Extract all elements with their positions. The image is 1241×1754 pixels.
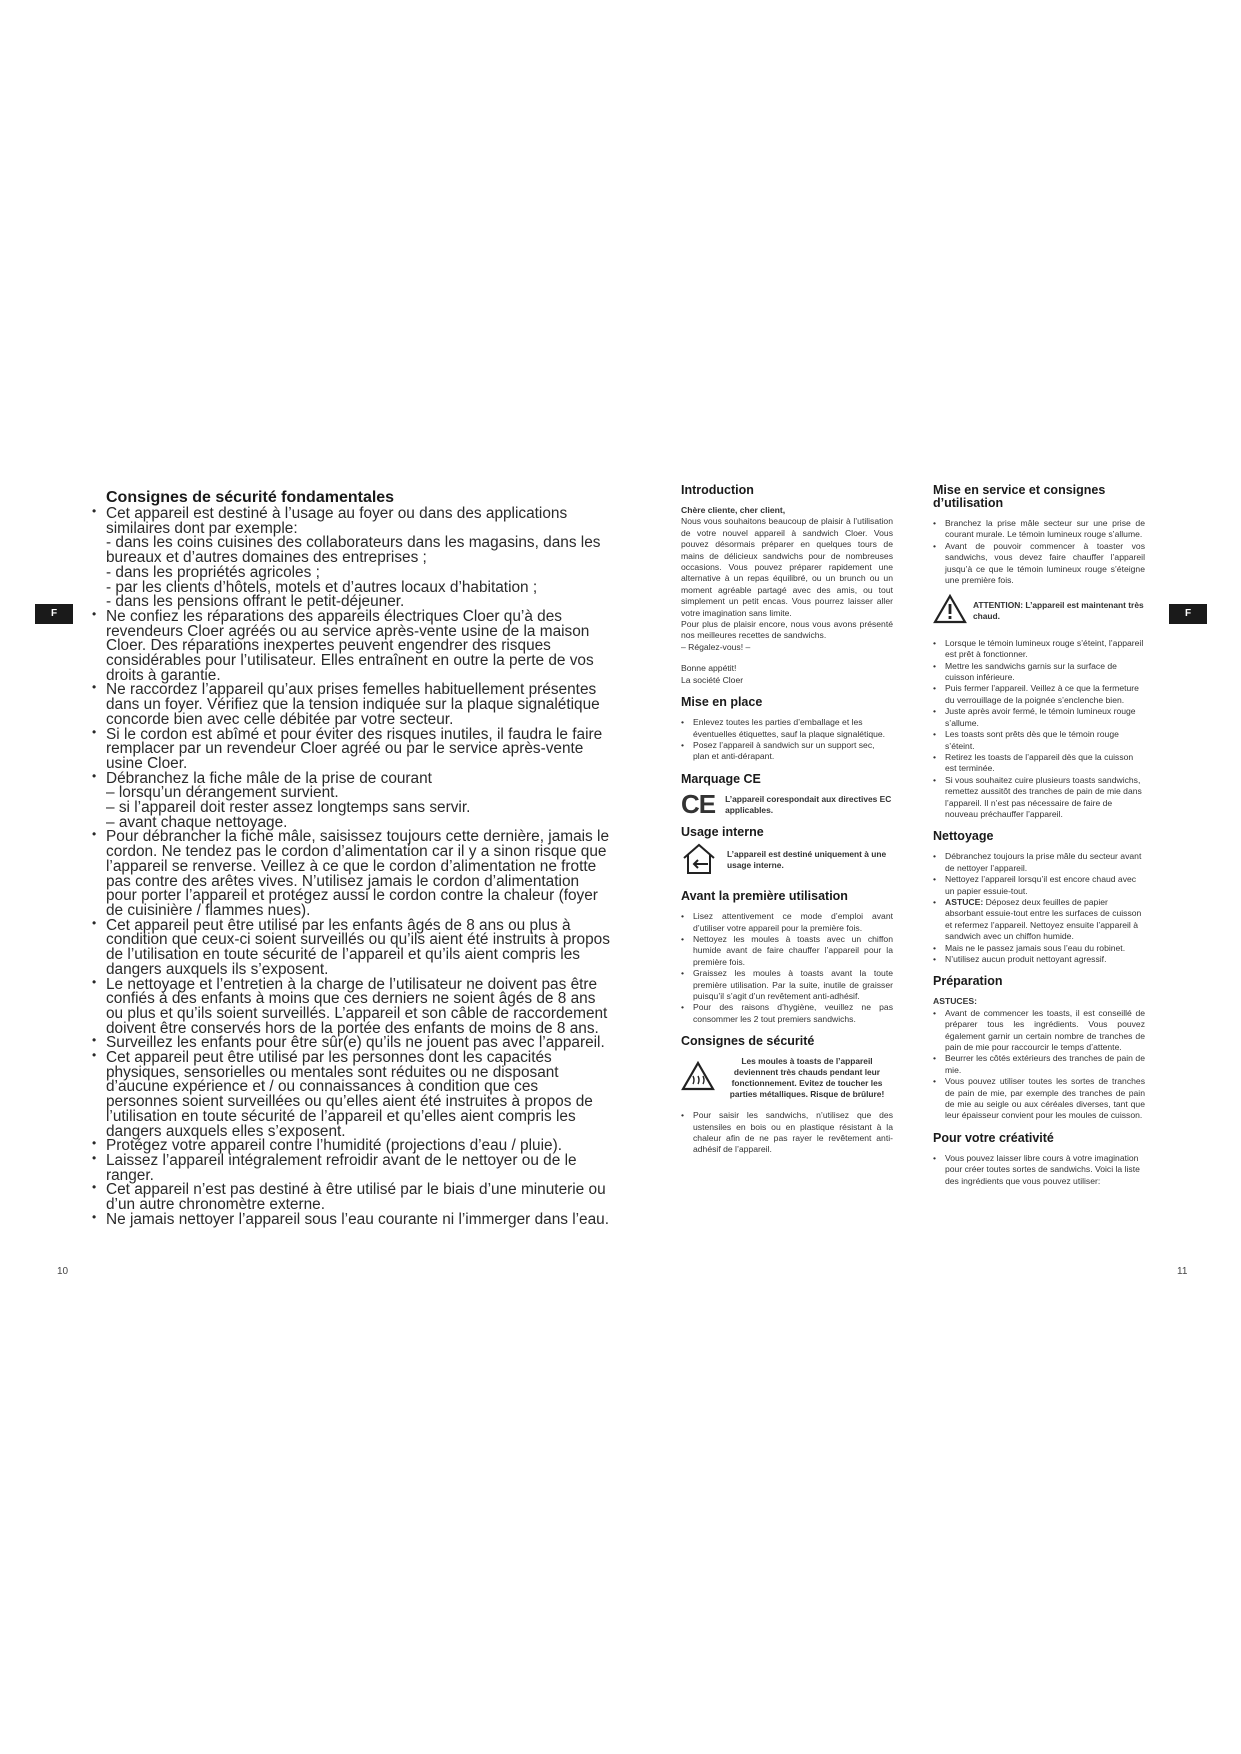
list-item: • Cet appareil peut être utilisé par les personnes dont les capacités physiques, sensorielles ou mentales sont réduites ou ne disposant d’aucune expérience et / ou connaissances à condition que ces personnes soient surveillées ou qu’elles aient été instruites à propos de l’utilisation en toute sécurité de l’appareil et qu’elles aient compris les dangers auxquels elles s’exposent. bbox=[106, 1051, 614, 1139]
language-tab-left: F bbox=[35, 604, 73, 624]
list-item: • Le nettoyage et l’entretien à la charge de l’utilisateur ne doivent pas être confiés à des enfants à moins que ces derniers ne soient âgés de 8 ans ou plus et qu’ils soient surveillés. L’appareil et son câble de raccordement doivent être conservés hors de la portée des enfants de moins de 8 ans. bbox=[106, 978, 614, 1037]
ce-marking-text: L’appareil corespondait aux directives EC applicables. bbox=[725, 793, 892, 815]
list-item: • Si vous souhaitez cuire plusieurs toasts sandwichs, remettez aussitôt des tranches de pain de mie dans l’appareil. Il n’est pas nécessaire de faire de nouveau préchauffer l’appareil. bbox=[933, 775, 1145, 821]
preparation-list bbox=[933, 1008, 1145, 1122]
list-item: • Puis fermer l’appareil. Veillez à ce que la fermeture du verrouillage de la poignée s’enclenche bien. bbox=[933, 683, 1145, 706]
list-item: • Lisez attentivement ce mode d’emploi avant d’utiliser votre appareil pour la première fois. bbox=[681, 911, 893, 934]
list-item: • Avant de commencer les toasts, il est conseillé de préparer tous les ingrédients. Vous pouvez également garnir un certain nombre de tranches de pain de mie pour raccourcir le temps d’attente. bbox=[933, 1008, 1145, 1054]
list-item: • Lorsque le témoin lumineux rouge s’éteint, l’appareil est prêt à fonctionner. bbox=[933, 638, 1145, 661]
list-item: • Protégez votre appareil contre l’humidité (projections d’eau / pluie). bbox=[106, 1139, 614, 1154]
list-item: • Posez l’appareil à sandwich sur un support sec, plan et anti-dérapant. bbox=[681, 740, 893, 763]
list-item: • Mais ne le passez jamais sous l’eau du robinet. bbox=[933, 943, 1145, 954]
setup-heading: Mise en place bbox=[681, 695, 763, 710]
intro-paragraph: Nous vous souhaitons beaucoup de plaisir à l’utilisation de votre nouvel appareil à sandwich Cloer. Vous pouvez désormais préparer en quelques tours de mains de délicieux sandwichs pour de nombreuses occasions. Vous pouvez préparer rapidement une alternative à un repas équilibré, ou un brunch ou un moment agréable partagé avec des amis, ou tout simplement un petit encas. Vous pourrez laisser aller votre imagination sans limite. bbox=[681, 516, 893, 618]
first-use-list bbox=[681, 911, 893, 1025]
list-item: • Juste après avoir fermé, le témoin lumineux rouge s’allume. bbox=[933, 706, 1145, 729]
list-item: • Ne jamais nettoyer l’appareil sous l’eau courante ni l’immerger dans l’eau. bbox=[106, 1213, 614, 1228]
creativity-heading: Pour votre créativité bbox=[933, 1130, 1054, 1145]
list-item: • Nettoyez l’appareil lorsqu’il est encore chaud avec un papier essuie-tout. bbox=[933, 874, 1145, 897]
list-item: • Avant de pouvoir commencer à toaster vos sandwichs, vous devez faire chauffer l’appareil jusqu’à ce que le témoin lumineux rouge s’éteigne une première fois. bbox=[933, 541, 1145, 587]
left-page bbox=[106, 490, 614, 1227]
list-item: • Cet appareil n’est pas destiné à être utilisé par le biais d’une minuterie ou d’un autre chronomètre externe. bbox=[106, 1183, 614, 1212]
first-use-heading: Avant la première utilisation bbox=[681, 889, 848, 904]
list-item: • Débranchez la fiche mâle de la prise de courant – lorsqu’un dérangement survient. – si l’appareil doit rester assez longtemps sans servir. – avant chaque nettoyage. bbox=[106, 772, 614, 831]
startup-list bbox=[933, 518, 1145, 586]
list-item: • Pour saisir les sandwichs, n’utilisez que des ustensiles en bois ou en plastique résistant à la chaleur afin de ne pas rayer le revêtement anti-adhésif de l’appareil. bbox=[681, 1110, 893, 1156]
list-item: • Débranchez toujours la prise mâle du secteur avant de nettoyer l’appareil. bbox=[933, 851, 1145, 874]
tip-text: Déposez deux feuilles de papier absorbant essuie-tout entre les surfaces de cuisson et refermez l’appareil. Nettoyez ensuite l’appareil à sandwich avec un chiffon humide. bbox=[945, 896, 1142, 942]
list-item: • Cet appareil peut être utilisé par les enfants âgés de 8 ans ou plus à condition que ceux-ci soient surveillés ou qu’ils aient été instruits à propos de l’utilisation en toute sécurité de l’appareil et qu’ils aient compris les dangers auxquels ils s’exposent. bbox=[106, 919, 614, 978]
safety-list bbox=[681, 1110, 893, 1156]
use-list bbox=[933, 638, 1145, 821]
list-item: • Beurrer les côtés extérieurs des tranches de pain de mie. bbox=[933, 1053, 1145, 1076]
introduction-heading: Introduction bbox=[681, 483, 754, 497]
list-item: • Vous pouvez laisser libre cours à votre imagination pour créer toutes sortes de sandwichs. Voici la liste des ingrédients que vous pouvez utiliser: bbox=[933, 1153, 1145, 1187]
greeting: Chère cliente, cher client, bbox=[681, 505, 786, 515]
safety-heading: Consignes de sécurité bbox=[681, 1034, 815, 1049]
cleaning-list bbox=[933, 851, 1145, 965]
list-item: • Surveillez les enfants pour être sûr(e) qu’ils ne jouent pas avec l’appareil. bbox=[106, 1036, 614, 1051]
safety-warning-text: Les moules à toasts de l’appareil deviennent très chauds pendant leur fonctionnement. Evitez de toucher les parties métalliques. Risque de brûlure! bbox=[729, 1056, 885, 1100]
cleaning-heading: Nettoyage bbox=[933, 829, 994, 844]
signature-line: La société Cloer bbox=[681, 674, 744, 685]
list-item: • Vous pouvez utiliser toutes les sortes de tranches de pain de mie, par exemple des tranches de pain de mie au seigle ou aux céréales diverses, tant que leur épaisseur convient pour les moules de cuisson. bbox=[933, 1076, 1145, 1122]
indoor-use-house-icon bbox=[681, 841, 717, 880]
safety-fundamentals-title: Consignes de sécurité fondamentales bbox=[106, 489, 395, 506]
list-item: • Enlevez toutes les parties d’emballage et les éventuelles étiquettes, sauf la plaque signalétique. bbox=[681, 717, 893, 740]
list-item: • Les toasts sont prêts dès que le témoin rouge s’éteint. bbox=[933, 729, 1145, 752]
warning-triangle-icon bbox=[933, 594, 967, 627]
startup-heading: Mise en service et consignes d’utilisation bbox=[933, 483, 1106, 510]
list-item: • Graissez les moules à toasts avant la toute première utilisation. Par la suite, inutile de graisser puisqu’il s’agit d’un revêtement anti-adhésif. bbox=[681, 968, 893, 1002]
list-item: • Ne raccordez l’appareil qu’aux prises femelles habituellement présentes dans un foyer. Vérifiez que la tension indiquée sur la plaque signalétique concorde bien avec celle débitée par votre secteur. bbox=[106, 683, 614, 727]
list-item: • Pour des raisons d’hygiène, veuillez ne pas consommer les 2 tout premiers sandwichs. bbox=[681, 1002, 893, 1025]
list-item: • Cet appareil est destiné à l’usage au foyer ou dans des applications similaires dont par exemple: - dans les coins cuisines des collaborateurs dans les magasins, dans les bureaux et d’autres domaines des entreprises ; - dans les propriétés agricoles ; - par les clients d’hôtels, motels et d’autres locaux d’habitation ; - dans les pensions offrant le petit-déjeuner. bbox=[106, 507, 614, 610]
indoor-use-heading: Usage interne bbox=[681, 824, 764, 839]
signature-line: Bonne appétit! bbox=[681, 663, 737, 674]
list-item: • Retirez les toasts de l’appareil dès que la cuisson est terminée. bbox=[933, 752, 1145, 775]
list-item: • Mettre les sandwichs garnis sur la surface de cuisson inférieure. bbox=[933, 661, 1145, 684]
list-item: • Pour débrancher la fiche mâle, saisissez toujours cette dernière, jamais le cordon. Ne tendez pas le cordon d’alimentation car il y a sinon risque que l’appareil se renverse. Veillez à ce que le cordon d’alimentation ne frotte pas contre des arêtes vives. N’utilisez jamais le cordon d’alimentation pour porter l’appareil et protégez aussi le cordon contre la chaleur (foyer de cuisinière / flammes nues). bbox=[106, 830, 614, 918]
attention-text: ATTENTION: L’appareil est maintenant très chaud. bbox=[973, 600, 1144, 622]
page-number-right: 11 bbox=[1177, 1266, 1188, 1277]
list-item bbox=[933, 897, 1145, 943]
list-item: • Ne confiez les réparations des appareils électriques Cloer qu’à des revendeurs Cloer agréés ou au service après-vente usine de la maison Cloer. Des réparations inexpertes peuvent engendrer des risques considérables pour l’utilisateur. Elles entraînent en outre la perte de vos droits à garantie. bbox=[106, 610, 614, 684]
safety-fundamentals-list bbox=[106, 507, 614, 1227]
list-item: • N’utilisez aucun produit nettoyant agressif. bbox=[933, 954, 1145, 965]
list-item: • Si le cordon est abîmé et pour éviter des risques inutiles, il faudra le faire remplacer par un revendeur Cloer agréé ou par le service après-vente usine Cloer. bbox=[106, 728, 614, 772]
list-item: • Nettoyez les moules à toasts avec un chiffon humide avant de faire chauffer l’appareil pour la première fois. bbox=[681, 934, 893, 968]
creativity-list bbox=[933, 1153, 1145, 1187]
right-page-column-2 bbox=[933, 484, 1145, 1187]
list-item: • Branchez la prise mâle secteur sur une prise de courant murale. Le témoin lumineux rouge s’allume. bbox=[933, 518, 1145, 541]
intro-paragraph: – Régalez-vous! – bbox=[681, 641, 751, 652]
indoor-use-text: L’appareil est destiné uniquement à une usage interne. bbox=[727, 849, 887, 871]
language-tab-right: F bbox=[1169, 604, 1207, 624]
ce-mark-icon: CE bbox=[681, 789, 716, 820]
intro-paragraph: Pour plus de plaisir encore, nous vous avons présenté nos meilleures recettes de sandwichs. bbox=[681, 619, 893, 641]
tip-label: ASTUCE: bbox=[945, 896, 984, 907]
list-item: • Laissez l’appareil intégralement refroidir avant de le nettoyer ou de le ranger. bbox=[106, 1154, 614, 1183]
page-number-left: 10 bbox=[57, 1266, 69, 1277]
hot-surface-warning-icon bbox=[681, 1061, 715, 1094]
preparation-heading: Préparation bbox=[933, 974, 1003, 989]
setup-list bbox=[681, 717, 893, 763]
ce-marking-heading: Marquage CE bbox=[681, 771, 761, 786]
tips-label: ASTUCES: bbox=[933, 996, 977, 1007]
right-page-column-1 bbox=[681, 484, 893, 1156]
